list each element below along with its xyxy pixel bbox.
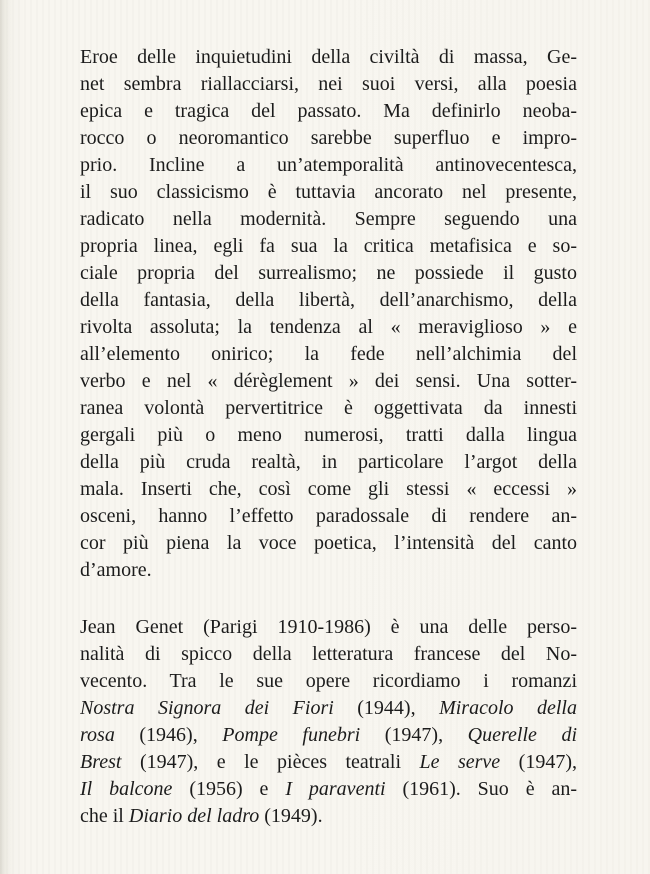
text-segment: che il <box>80 805 129 827</box>
text-line <box>80 641 577 668</box>
text-line: ranea volontà pervertitrice è oggettivata da innesti <box>80 397 577 419</box>
text-line: d’amore. <box>80 559 152 581</box>
page-left-edge-shadow <box>0 0 12 874</box>
text-segment: (1961). Suo è an- <box>385 778 577 800</box>
text-line: prio. Incline a un’atemporalità antinovecentesca, <box>80 154 577 176</box>
text-line: epica e tragica del passato. Ma definirlo neoba- <box>80 100 577 122</box>
text-segment: Jean Genet (Parigi 1910-1986) è una delle perso- <box>80 616 577 638</box>
text-segment: (1947), <box>360 724 468 746</box>
text-line: della più cruda realtà, in particolare l’argot della <box>80 451 577 473</box>
text-line: ciale propria del surrealismo; ne possiede il gusto <box>80 262 577 284</box>
text-line: all’elemento onirico; la fede nell’alchimia del <box>80 343 577 365</box>
book-title-italic: I paraventi <box>285 778 386 800</box>
book-title-italic: Diario del ladro <box>128 805 260 827</box>
text-line <box>80 614 577 641</box>
text-segment: vecento. Tra le sue opere ricordiamo i romanzi <box>80 670 577 692</box>
book-title-italic: Pompe funebri <box>222 724 361 746</box>
text-line: della fantasia, della libertà, dell’anarchismo, della <box>80 289 577 311</box>
text-line <box>80 668 577 695</box>
text-line: rivolta assoluta; la tendenza al « meraviglioso » e <box>80 316 577 338</box>
book-title-italic: Il balcone <box>80 778 173 800</box>
book-title-italic: Miracolo della <box>439 697 577 719</box>
text-segment: (1946), <box>114 724 223 746</box>
paragraph-blurb <box>80 44 577 584</box>
text-line: rocco o neoromantico sarebbe superfluo e impro- <box>80 127 577 149</box>
text-line: il suo classicismo è tuttavia ancorato nel presente, <box>80 181 577 203</box>
text-segment: (1949). <box>259 805 323 827</box>
text-line: propria linea, egli fa sua la critica metafisica e so- <box>80 235 577 257</box>
text-line <box>80 695 577 722</box>
text-block <box>80 44 577 830</box>
text-line: osceni, hanno l’effetto paradossale di rendere an- <box>80 505 577 527</box>
text-segment: nalità di spicco della letteratura francese del No- <box>80 643 577 665</box>
book-title-italic: Querelle di <box>467 724 577 746</box>
text-line: mala. Inserti che, così come gli stessi « eccessi » <box>80 478 577 500</box>
text-line: net sembra riallacciarsi, nei suoi versi, alla poesia <box>80 73 577 95</box>
text-line: Eroe delle inquietudini della civiltà di massa, Ge- <box>80 46 577 68</box>
book-title-italic: Nostra Signora dei Fiori <box>80 697 334 719</box>
text-line: gergali più o meno numerosi, tratti dalla lingua <box>80 424 577 446</box>
text-segment: (1944), <box>333 697 440 719</box>
text-line <box>80 776 577 803</box>
book-title-italic: rosa <box>80 724 115 746</box>
text-segment: (1947), e le pièces teatrali <box>121 751 420 773</box>
paragraph-bio <box>80 614 577 830</box>
book-title-italic: Brest <box>80 751 122 773</box>
text-line <box>80 722 577 749</box>
text-line <box>80 803 577 830</box>
text-line: radicato nella modernità. Sempre seguendo una <box>80 208 577 230</box>
text-segment: (1947), <box>500 751 577 773</box>
text-segment: (1956) e <box>172 778 286 800</box>
text-line: cor più piena la voce poetica, l’intensità del canto <box>80 532 577 554</box>
text-line: verbo e nel « dérèglement » dei sensi. Una sotter- <box>80 370 577 392</box>
book-title-italic: Le serve <box>419 751 501 773</box>
text-line <box>80 749 577 776</box>
